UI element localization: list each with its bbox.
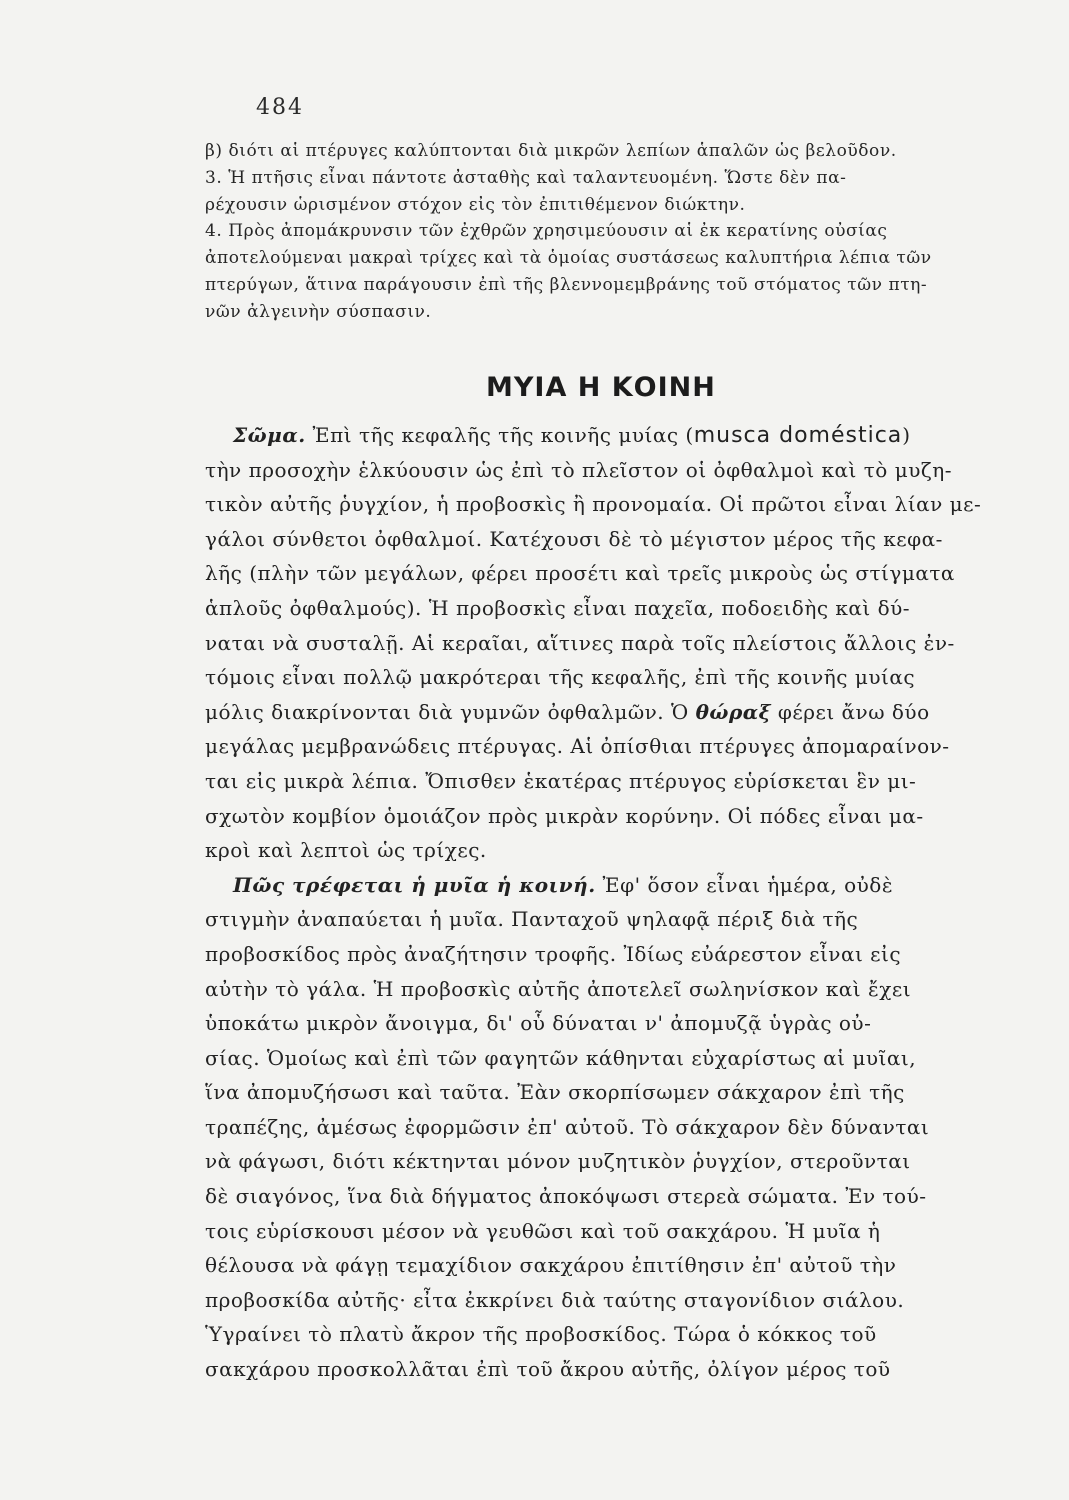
body-line: τραπέζης, ἀμέσως ἐφορμῶσιν ἐπ' αὐτοῦ. Τὸ σάκχαρον δὲν δύνανται: [205, 1114, 930, 1139]
intro-line: 4. Πρὸς ἀπομάκρυνσιν τῶν ἐχθρῶν χρησιμεύουσιν αἱ ἐκ κερατίνης οὐσίας: [205, 221, 888, 242]
body-line: σακχάρου προσκολλᾶται ἐπὶ τοῦ ἄκρου αὐτῆς, ὀλίγον μέρος τοῦ: [205, 1357, 891, 1382]
body-line: [205, 418, 1045, 453]
main-text: [205, 418, 1045, 1387]
page-number: 484: [256, 95, 304, 120]
paragraph-lead: Πῶς τρέφεται ἡ μυῖα ἡ κοινή.: [233, 872, 596, 897]
body-line: θέλουσα νὰ φάγῃ τεμαχίδιον σακχάρου ἐπιτίθησιν ἐπ' αὐτοῦ τὴν: [205, 1253, 897, 1278]
intro-line: νῶν ἀλγεινὴν σύσπασιν.: [205, 301, 432, 322]
body-line: αὐτὴν τὸ γάλα. Ἡ προβοσκὶς αὐτῆς ἀποτελεῖ σωληνίσκον καὶ ἔχει: [205, 976, 912, 1001]
body-line: κροὶ καὶ λεπτοὶ ὡς τρίχες.: [205, 838, 487, 863]
body-line: νὰ φάγωσι, διότι κέκτηνται μόνον μυζητικὸν ῥυγχίον, στεροῦνται: [205, 1149, 911, 1174]
body-line: ναται νὰ συσταλῇ. Αἱ κεραῖαι, αἵτινες παρὰ τοῖς πλείστοις ἄλλοις ἐν-: [205, 630, 955, 655]
section-heading: ΜΥΙΑ Η ΚΟΙΝΗ: [486, 372, 716, 403]
body-text: φέρει ἄνω δύο: [771, 699, 930, 724]
body-line: ἵνα ἀπομυζήσωσι καὶ ταῦτα. Ἐὰν σκορπίσωμεν σάκχαρον ἐπὶ τῆς: [205, 1080, 905, 1105]
body-text: Ὁ: [664, 699, 696, 724]
body-text: ): [902, 423, 911, 447]
body-line: μεγάλας μεμβρανώδεις πτέρυγας. Αἱ ὀπίσθιαι πτέρυγες ἀπομαραίνον-: [205, 734, 950, 759]
intro-line: 3. Ἡ πτῆσις εἶναι πάντοτε ἀσταθὴς καὶ ταλαντευομένη. Ὥστε δὲν πα-: [205, 167, 847, 188]
body-line: τὴν προσοχὴν ἑλκύουσιν ὡς ἐπὶ τὸ πλεῖστον οἱ ὀφθαλμοὶ καὶ τὸ μυζη-: [205, 457, 952, 482]
body-line: [205, 695, 1045, 730]
body-line: δὲ σιαγόνος, ἵνα διὰ δήγματος ἀποκόψωσι στερεὰ σώματα. Ἐν τού-: [205, 1184, 927, 1209]
body-line: τικὸν αὐτῆς ῥυγχίον, ἡ προβοσκὶς ἢ προνομαία. Οἱ πρῶτοι εἶναι λίαν με-: [205, 492, 982, 517]
paragraph-lead: Σῶμα.: [233, 423, 306, 447]
body-line: Ὑγραίνει τὸ πλατὺ ἄκρον τῆς προβοσκίδος. Τώρα ὁ κόκκος τοῦ: [205, 1322, 877, 1347]
body-line: γάλοι σύνθετοι ὀφθαλμοί. Κατέχουσι δὲ τὸ μέγιστον μέρος τῆς κεφα-: [205, 526, 943, 551]
body-text: Ἐπὶ τῆς κεφαλῆς τῆς κοινῆς μυίας (: [305, 423, 694, 447]
intro-line: ρέχουσιν ὡρισμένον στόχον εἰς τὸν ἐπιτιθέμενον διώκτην.: [205, 194, 746, 215]
intro-line: β) διότι αἱ πτέρυγες καλύπτονται διὰ μικρῶν λεπίων ἁπαλῶν ὡς βελοῦδον.: [205, 141, 897, 161]
body-line: λῆς (πλὴν τῶν μεγάλων, φέρει προσέτι καὶ τρεῖς μικροὺς ὡς στίγματα: [205, 561, 955, 586]
body-line: ἁπλοῦς ὀφθαλμούς). Ἡ προβοσκὶς εἶναι παχεῖα, ποδοειδὴς καὶ δύ-: [205, 595, 911, 620]
intro-line: ἀποτελούμεναι μακραὶ τρίχες καὶ τὰ ὁμοίας συστάσεως καλυπτήρια λέπια τῶν: [205, 248, 932, 269]
term-thorax: θώραξ: [695, 699, 771, 724]
body-line: ται εἰς μικρὰ λέπια. Ὄπισθεν ἑκατέρας πτέρυγος εὑρίσκεται ἓν μι-: [205, 768, 917, 793]
body-line: προβοσκίδα αὐτῆς· εἶτα ἐκκρίνει διὰ ταύτης σταγονίδιον σιάλου.: [205, 1287, 905, 1312]
body-line: τοις εὑρίσκουσι μέσον νὰ γευθῶσι καὶ τοῦ σακχάρου. Ἡ μυῖα ἡ: [205, 1218, 881, 1243]
body-line: προβοσκίδος πρὸς ἀναζήτησιν τροφῆς. Ἰδίως εὐάρεστον εἶναι εἰς: [205, 941, 902, 966]
body-line: στιγμὴν ἀναπαύεται ἡ μυῖα. Πανταχοῦ ψηλαφᾷ πέριξ διὰ τῆς: [205, 907, 859, 932]
body-text: μόλις διακρίνονται διὰ γυμνῶν ὀφθαλμῶν.: [205, 699, 665, 724]
body-line: σχωτὸν κομβίον ὁμοιάζον πρὸς μικρὰν κορύνην. Οἱ πόδες εἶναι μα-: [205, 803, 924, 828]
body-line: ὑποκάτω μικρὸν ἄνοιγμα, δι' οὗ δύναται ν' ἀπομυζᾷ ὑγρὰς οὐ-: [205, 1011, 872, 1036]
body-line: τόμοις εἶναι πολλῷ μακρότεραι τῆς κεφαλῆς, ἐπὶ τῆς κοινῆς μυίας: [205, 665, 916, 690]
body-text: Ἐφ' ὅσον εἶναι ἡμέρα, οὐδὲ: [595, 872, 894, 897]
latin-name: musca doméstica: [693, 423, 903, 448]
intro-line: πτερύγων, ἅτινα παράγουσιν ἐπὶ τῆς βλεννομεμβράνης τοῦ στόματος τῶν πτη-: [205, 274, 928, 295]
intro-paragraphs: [205, 138, 1045, 326]
body-line: σίας. Ὁμοίως καὶ ἐπὶ τῶν φαγητῶν κάθηνται εὐχαρίστως αἱ μυῖαι,: [205, 1045, 917, 1070]
body-line: [205, 868, 1045, 903]
